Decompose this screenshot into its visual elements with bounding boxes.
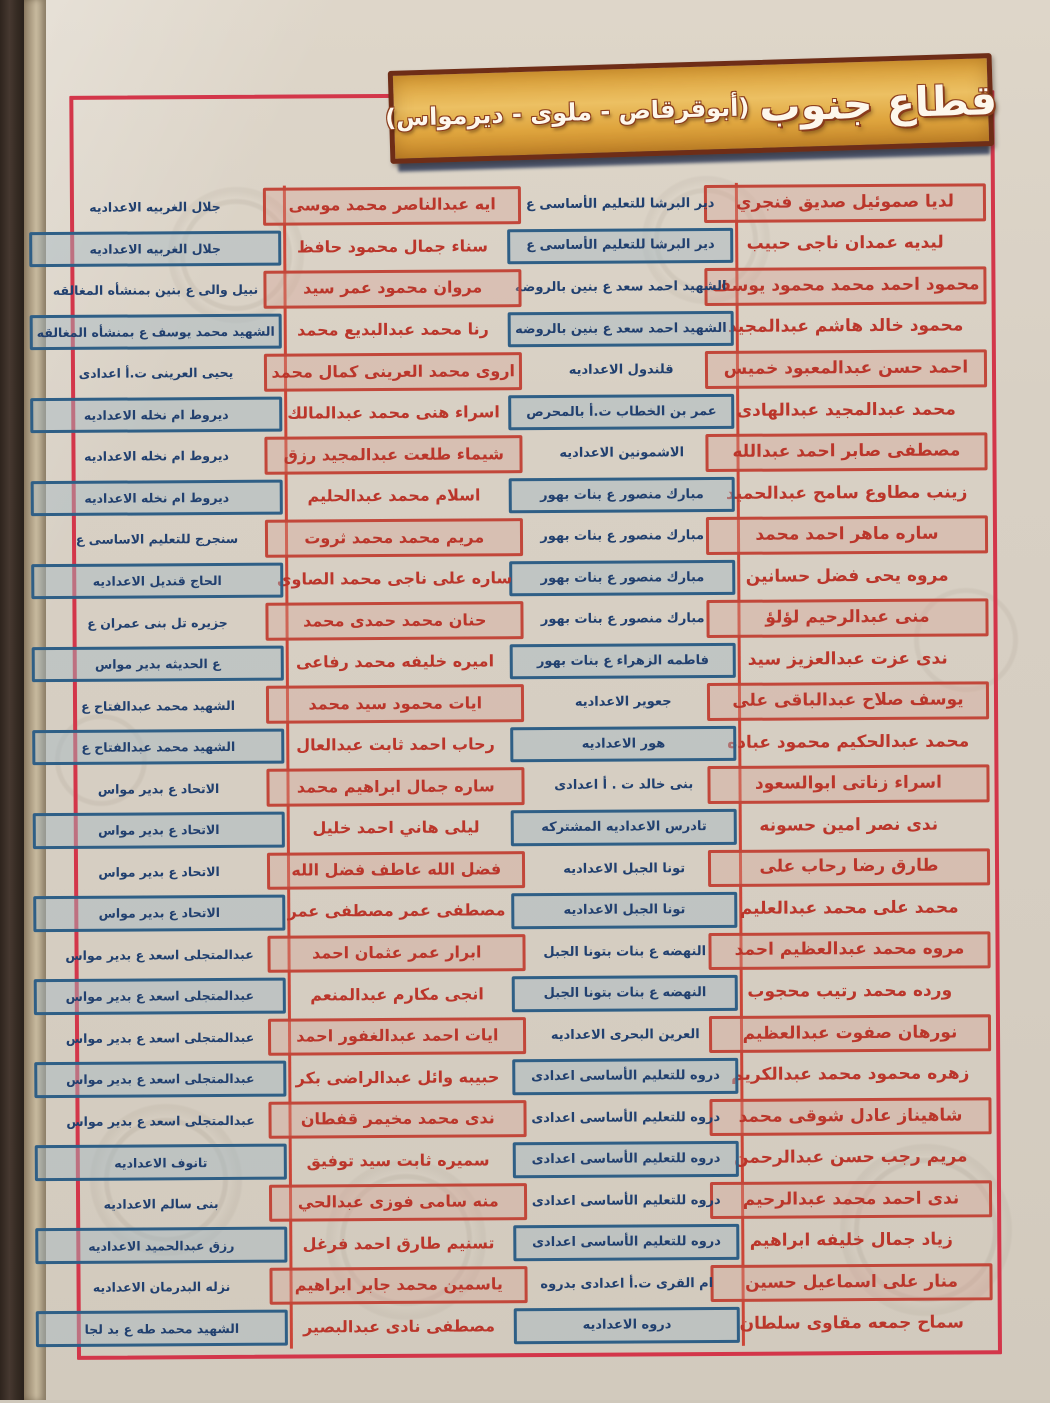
school-cell: عبدالمتجلى اسعد ع بدير مواس	[65, 946, 254, 963]
school-cell: عبدالمتجلى اسعد ع بدير مواس	[65, 1029, 255, 1046]
school-cell: تادرس الاعداديه المشتركه	[511, 809, 737, 846]
school-cell: مبارك منصور ع بنات بهور	[540, 611, 705, 628]
school-cell: الشهيد احمد سعد ع بنين بالروضه	[508, 310, 734, 347]
name-cell: محمد على محمد عبدالعليم	[739, 897, 959, 919]
school-cell: عبدالمتجلى اسعد ع بدير مواس	[34, 1061, 286, 1098]
name-cell: مريم محمد محمد ثروت	[265, 518, 523, 557]
name-cell: زينب مطاوع سامح عبدالحميد	[725, 482, 968, 504]
names-column-left	[271, 184, 529, 1348]
school-cell: جزيره تل بنى عمران ع	[87, 614, 228, 631]
name-cell: مصطفى نادى عبدالبصير	[303, 1316, 496, 1337]
name-cell: ساره على ناجى محمد الصاوى	[276, 568, 513, 589]
school-cell: بنى سالم الاعداديه	[103, 1196, 219, 1212]
name-cell: زهره محمود محمد عبدالكريم	[731, 1063, 970, 1085]
school-cell: عبدالمتجلى اسعد ع بدير مواس	[66, 1112, 255, 1129]
name-cell: شاهيناز عادل شوقى محمد	[709, 1097, 991, 1136]
school-cell: دروه للتعليم الأساسى اعدادى	[531, 1109, 721, 1126]
schools-column-left	[36, 186, 290, 1350]
name-cell: طارق رضا رحاب على	[708, 848, 990, 887]
school-cell: الاشمونين الاعداديه	[559, 445, 685, 462]
name-cell: فضل الله عاطف فضل الله	[267, 851, 525, 890]
name-cell: منار على اسماعيل حسين	[710, 1263, 992, 1302]
name-cell: نورهان صفوت عبدالعظيم	[709, 1014, 991, 1053]
school-cell: جلال الغربيه الاعداديه	[29, 230, 281, 267]
name-cell: مصطفى صابر احمد عبدالله	[705, 433, 987, 472]
school-cell: ديروط ام نخله الاعداديه	[84, 448, 229, 465]
name-cell: اسراء هنى محمد عبدالمالك	[287, 402, 500, 423]
name-cell: مروان محمود عمر سيد	[264, 269, 522, 308]
name-cell: محمود خالد هاشم عبدالمجيد	[727, 315, 964, 338]
school-cell: الشهيد محمد طه ع بد لجا	[36, 1310, 288, 1347]
school-cell: ام القرى ت.أ اعدادى بدروه	[540, 1275, 714, 1292]
school-cell: الشهيد محمد يوسف ع بمنشأه المغالقه	[30, 313, 282, 350]
name-cell: يوسف صلاح عبدالباقى على	[707, 682, 989, 721]
school-cell: ديروط ام نخله الاعداديه	[31, 479, 283, 516]
school-cell: نزله البدرمان الاعداديه	[92, 1279, 231, 1295]
name-cell: سميره ثابت سيد توفيق	[306, 1150, 490, 1171]
name-cell: ايات محمود سيد محمد	[266, 685, 524, 724]
name-cell: مريم رجب حسن عبدالرحمن	[733, 1146, 968, 1169]
school-cell: يحيى العرينى ت.أ اعدادى	[78, 365, 234, 382]
school-cell: عبدالمتجلى اسعد ع بدير مواس	[34, 978, 286, 1015]
school-cell: بنى خالد ت . أ اعدادى	[554, 777, 694, 794]
name-cell: ليديه عمدان ناجى حبيب	[746, 232, 944, 255]
school-cell: مبارك منصور ع بنات بهور	[509, 477, 735, 514]
school-cell: الاتحاد ع بدير مواس	[97, 780, 220, 797]
school-cell: دروه الاعداديه	[514, 1307, 740, 1344]
school-cell: الاتحاد ع بدير مواس	[98, 863, 220, 880]
name-cell: منه سامى فوزى عبدالحي	[269, 1183, 527, 1222]
school-cell: تونا الجبل الاعداديه	[512, 892, 738, 929]
name-cell: اميره خليفه محمد رفاعى	[295, 651, 495, 672]
name-cell: ليلى هاني احمد خليل	[312, 817, 480, 838]
name-cell: ساره جمال ابراهيم محمد	[267, 768, 525, 807]
name-cell: ندى نصر امين حسونه	[759, 814, 939, 836]
names-table	[36, 181, 994, 1349]
school-cell: النهضه ع بنات بتونا الجبل	[512, 975, 738, 1012]
name-cell: ايه عبدالناصر محمد موسى	[263, 186, 521, 225]
name-cell: ندى عزت عبدالعزيز سيد	[747, 648, 948, 670]
name-cell: محمود احمد محمد محمود يوسف	[704, 266, 986, 305]
school-cell: دروه للتعليم الأساسى اعدادى	[531, 1192, 721, 1209]
school-cell: سنجرج للتعليم الاساسى ع	[75, 531, 239, 548]
name-cell: محمد عبدالحكيم محمود عباده	[727, 731, 970, 753]
name-cell: رنا محمد عبدالبديع محمد	[297, 319, 489, 340]
poster-content	[36, 0, 1050, 1403]
school-cell: مبارك منصور ع بنات بهور	[510, 560, 736, 597]
school-cell: دروه للتعليم الأساسى اعدادى	[513, 1058, 739, 1095]
school-cell: الاتحاد ع بدير مواس	[33, 895, 285, 932]
name-cell: انجى مكارم عبدالمنعم	[310, 983, 484, 1004]
school-cell: الحاج قنديل الاعداديه	[31, 562, 283, 599]
name-cell: ايات احمد عبدالغفور احمد	[268, 1017, 526, 1056]
name-cell: رحاب احمد ثابت عبدالعال	[296, 734, 495, 755]
schools-column-right	[514, 183, 742, 1347]
school-cell: دير البرشا للتعليم الأساسى ع	[525, 195, 715, 213]
school-cell: النهضه ع بنات بتونا الجبل	[543, 943, 707, 960]
name-cell: ياسمين محمد جابر ابراهيم	[270, 1266, 528, 1305]
name-cell: سناء جمال محمود حافظ	[296, 236, 488, 257]
school-cell: دير البرشا للتعليم الأساسى ع	[508, 227, 734, 264]
column-group-left	[36, 184, 529, 1350]
name-cell: اسلام محمد عبدالحليم	[307, 485, 481, 506]
name-cell: اسراء زناتى ابوالسعود	[707, 765, 989, 804]
sector-banner	[384, 53, 998, 164]
name-cell: ندى محمد مخيمر قفطان	[269, 1100, 527, 1139]
school-cell: تانوف الاعداديه	[35, 1144, 287, 1181]
name-cell: مروه يحى فضل حسانين	[745, 565, 949, 587]
name-cell: شيماء طلعت عبدالمجيد رزق	[265, 435, 523, 474]
names-column-right	[711, 181, 994, 1346]
school-cell: الشهيد محمد عبدالفتاح ع	[81, 697, 236, 714]
school-cell: دروه للتعليم الأساسى اعدادى	[514, 1224, 740, 1261]
school-cell: دروه للتعليم الأساسى اعدادى	[513, 1141, 739, 1178]
name-cell: مروه محمد عبدالعظيم احمد	[708, 931, 990, 970]
school-cell: العرين البحرى الاعداديه	[550, 1026, 700, 1043]
name-cell: زياد جمال خليفه ابراهيم	[749, 1229, 953, 1252]
name-cell: تسنيم طارق احمد فرغل	[302, 1233, 495, 1254]
school-cell: جلال الغربيه الاعداديه	[89, 199, 221, 215]
school-cell: ع الحديثه بدير مواس	[32, 646, 284, 683]
school-cell: الشهيد محمد عبدالفتاح ع	[32, 729, 284, 766]
sector-districts: (أبوقرقاص - ملوى - ديرمواس)	[384, 92, 750, 132]
name-cell: لديا صموئيل صديق فنجري	[704, 183, 986, 222]
name-cell: محمد عبدالمجيد عبدالهادى	[736, 399, 956, 421]
name-cell: اروى محمد العرينى كمال محمد	[264, 352, 522, 391]
school-cell: قلندول الاعداديه	[568, 362, 674, 378]
school-cell: مبارك منصور ع بنات بهور	[540, 528, 705, 545]
name-cell: سماح جمعه مقاوى سلطان	[739, 1312, 965, 1335]
name-cell: حنان محمد حمدى محمد	[266, 601, 524, 640]
name-cell: مصطفى عمر مصطفى عمر	[287, 900, 506, 922]
photo-wood-edge	[0, 0, 24, 1400]
school-cell: تونا الجبل الاعداديه	[563, 860, 686, 877]
school-cell: هور الاعداديه	[511, 726, 737, 763]
name-cell: حبيبه وائل عبدالراضى بكر	[295, 1066, 500, 1088]
name-cell: احمد حسن عبدالمعبود خميس	[705, 349, 987, 388]
name-cell: ساره ماهر احمد محمد	[706, 516, 988, 555]
school-cell: نبيل والى ع بنين بمنشأه المغالقه	[52, 282, 259, 299]
name-cell: منى عبدالرحيم لؤلؤ	[706, 599, 988, 638]
school-cell: الاتحاد ع بدير مواس	[33, 812, 285, 849]
school-cell: رزق عبدالحميد الاعداديه	[35, 1227, 287, 1264]
school-cell: ديروط ام نخله الاعداديه	[30, 396, 282, 433]
school-cell: عمر بن الخطاب ت.أ بالمحرص	[509, 394, 735, 431]
name-cell: ابرار عمر عثمان احمد	[268, 934, 526, 973]
name-cell: ورده محمد رتيب محجوب	[747, 980, 953, 1002]
column-group-right	[514, 181, 994, 1347]
paper-sheet	[36, 0, 1050, 1400]
school-cell: فاطمه الزهراء ع بنات بهور	[510, 643, 736, 680]
school-cell: جعوير الاعداديه	[574, 694, 672, 711]
sector-title: قطاع جنوب	[758, 75, 998, 131]
school-cell: الشهيد احمد سعد ع بنين بالروضه	[514, 278, 727, 296]
name-cell: ندى احمد محمد عبدالرحيم	[710, 1180, 992, 1219]
